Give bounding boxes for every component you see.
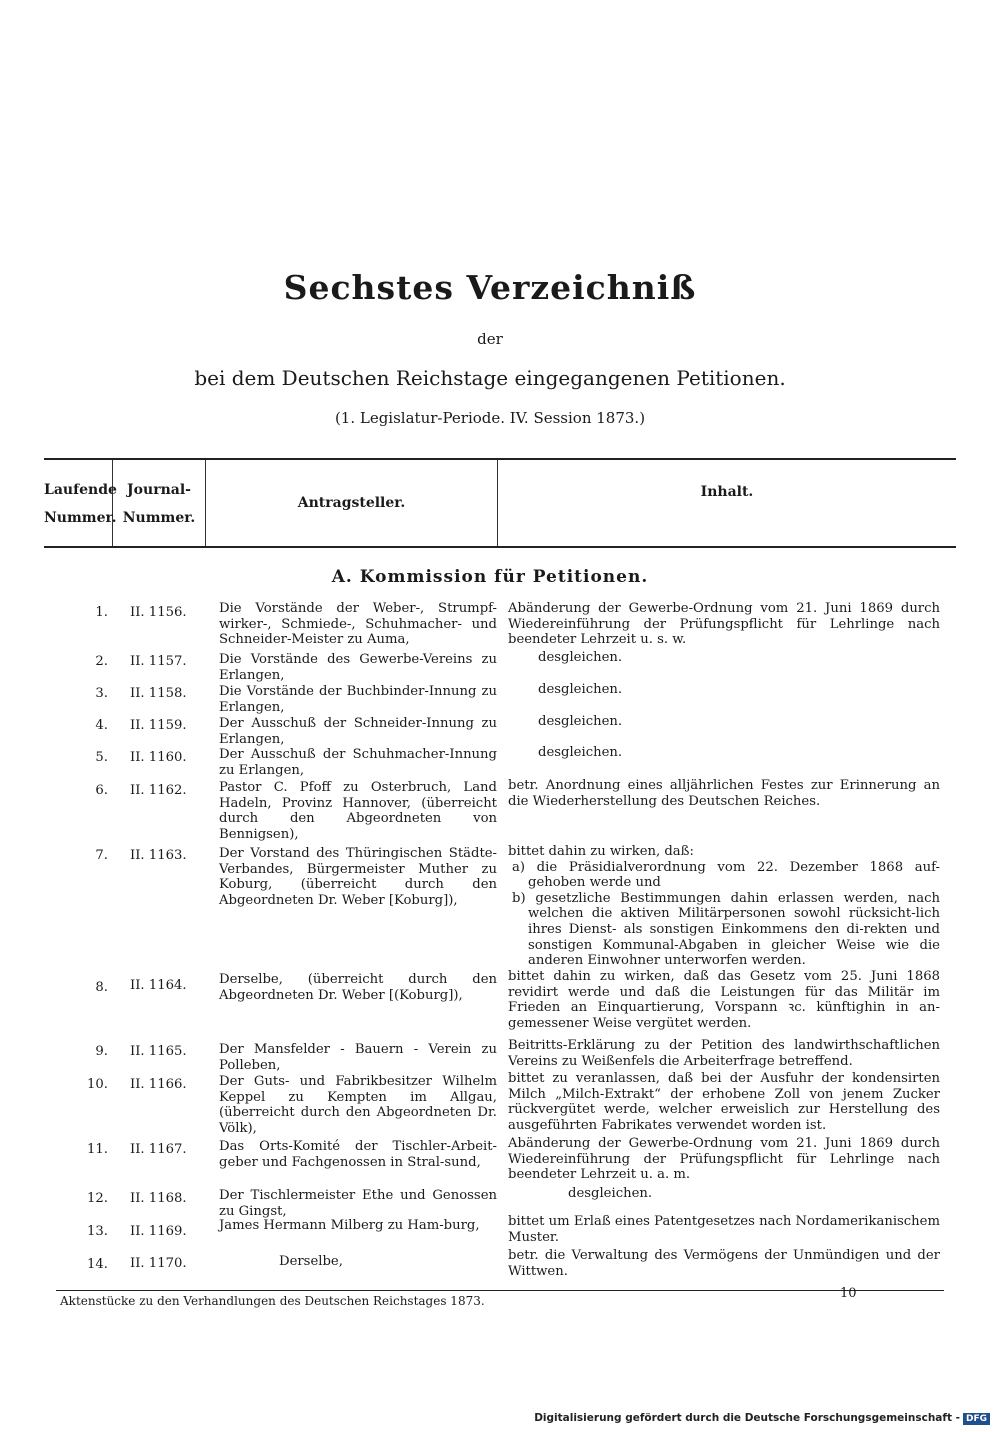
row-inhalt-item-a: a) die Präsidialverordnung vom 22. Dezember 1868 auf-gehoben werde und — [512, 859, 940, 891]
row-journal: II. 1169. — [130, 1224, 187, 1239]
subtitle-session: (1. Legislatur-Periode. IV. Session 1873.) — [334, 409, 646, 427]
row-number: 14. — [87, 1257, 108, 1272]
page-title: Sechstes Verzeichniß — [283, 268, 697, 307]
credit-text: Digitalisierung gefördert durch die Deutsche Forschungsgemeinschaft - — [534, 1412, 960, 1424]
table-bottom-rule — [56, 1290, 944, 1291]
row-journal: II. 1162. — [130, 783, 187, 798]
row-inhalt-intro: bittet dahin zu wirken, daß: — [508, 844, 694, 859]
row-number: 11. — [87, 1142, 108, 1157]
row-inhalt: bittet dahin zu wirken, daß das Gesetz vom 25. Juni 1868 revidirt werde und daß die Leistungen für das Militär im Frieden an Einquartierung, Vorspann ꝛc. künftighin in an-gemessener Weise vergütet werden. — [508, 969, 940, 1031]
row-antragsteller: Der Vorstand des Thüringischen Städte-Verbandes, Bürgermeister Muther zu Koburg, (überreicht durch den Abgeordneten Dr. Weber [Koburg]), — [219, 846, 497, 908]
row-antragsteller: Derselbe, (überreicht durch den Abgeordneten Dr. Weber [(Koburg]), — [219, 972, 497, 1003]
row-antragsteller: Der Tischlermeister Ethe und Genossen zu Gingst, — [219, 1188, 497, 1219]
row-antragsteller: Der Mansfelder - Bauern - Verein zu Polleben, — [219, 1042, 497, 1073]
row-antragsteller: Der Guts- und Fabrikbesitzer Wilhelm Keppel zu Kempten im Allgau, (überreicht durch den Abgeordneten Dr. Völk), — [219, 1074, 497, 1136]
section-title: A. Kommission für Petitionen. — [331, 567, 649, 587]
row-inhalt-item-b: b) gesetzliche Bestimmungen dahin erlassen werden, nach welchen die aktiven Militärpersonen sowohl rücksicht-lich ihres Dienst- als sonstigen Einkommens den di-rekten und sonstigen Kommunal-Abgaben in gleicher Weise wie die anderen Einwohner unterworfen werden. — [512, 890, 940, 969]
row-inhalt: Beitritts-Erklärung zu der Petition des landwirthschaftlichen Vereins zu Weißenfels die Arbeiterfrage betreffend. — [508, 1038, 940, 1069]
row-inhalt: betr. Anordnung eines alljährlichen Festes zur Erinnerung an die Wiederherstellung des Deutschen Reiches. — [508, 778, 940, 809]
row-antragsteller: Derselbe, — [279, 1254, 343, 1269]
row-journal: II. 1160. — [130, 750, 187, 765]
footer-source: Aktenstücke zu den Verhandlungen des Deutschen Reichstages 1873. — [60, 1294, 485, 1308]
digitization-credit — [534, 1412, 990, 1425]
row-inhalt: betr. die Verwaltung des Vermögens der Unmündigen und der Wittwen. — [508, 1248, 940, 1279]
row-antragsteller: Die Vorstände der Weber-, Strumpf-wirker-, Schmiede-, Schuhmacher- und Schneider-Meister zu Auma, — [219, 601, 497, 648]
row-journal: II. 1166. — [130, 1077, 187, 1092]
header-antragsteller: Antragsteller. — [297, 495, 406, 511]
row-journal: II. 1159. — [130, 718, 187, 733]
row-inhalt: Abänderung der Gewerbe-Ordnung vom 21. Juni 1869 durch Wiedereinführung der Prüfungspflicht für Lehrlinge nach beendeter Lehrzeit u. a. m. — [508, 1136, 940, 1183]
row-inhalt: Abänderung der Gewerbe-Ordnung vom 21. Juni 1869 durch Wiedereinführung der Prüfungspflicht für Lehrlinge nach beendeter Lehrzeit u. s. w. — [508, 601, 940, 648]
row-number: 9. — [95, 1044, 108, 1059]
row-journal: II. 1170. — [130, 1256, 187, 1271]
row-antragsteller: Pastor C. Pfoff zu Osterbruch, Land Hadeln, Provinz Hannover, (überreicht durch den Abgeordneten von Bennigsen), — [219, 780, 497, 842]
header-inhalt: Inhalt. — [700, 484, 754, 500]
row-inhalt: desgleichen. — [538, 714, 623, 729]
row-inhalt: desgleichen. — [568, 1186, 653, 1201]
row-antragsteller: Das Orts-Komité der Tischler-Arbeit-geber und Fachgenossen in Stral-sund, — [219, 1139, 497, 1170]
row-number: 12. — [87, 1191, 108, 1206]
row-journal: II. 1163. — [130, 848, 187, 863]
row-antragsteller: Die Vorstände des Gewerbe-Vereins zu Erlangen, — [219, 652, 497, 683]
header-journal-line1: Journal- — [127, 482, 191, 498]
row-number: 10. — [87, 1077, 108, 1092]
row-number: 2. — [95, 654, 108, 669]
subtitle-main: bei dem Deutschen Reichstage eingegangenen Petitionen. — [194, 366, 786, 390]
row-inhalt: desgleichen. — [538, 682, 623, 697]
row-number: 4. — [95, 718, 108, 733]
row-number: 7. — [95, 848, 108, 863]
row-number: 1. — [95, 605, 108, 620]
row-antragsteller: Der Ausschuß der Schneider-Innung zu Erlangen, — [219, 716, 497, 747]
row-journal: II. 1156. — [130, 605, 187, 620]
row-journal: II. 1168. — [130, 1191, 187, 1206]
row-inhalt: bittet um Erlaß eines Patentgesetzes nach Nordamerikanischem Muster. — [508, 1214, 940, 1245]
header-laufende-line1: Laufende — [44, 482, 117, 498]
row-number: 3. — [95, 686, 108, 701]
row-journal: II. 1167. — [130, 1142, 187, 1157]
row-inhalt: desgleichen. — [538, 650, 623, 665]
row-number: 8. — [95, 980, 108, 995]
page-number: 10 — [840, 1286, 857, 1301]
row-inhalt: desgleichen. — [538, 745, 623, 760]
row-antragsteller: Der Ausschuß der Schuhmacher-Innung zu Erlangen, — [219, 747, 497, 778]
row-antragsteller: James Hermann Milberg zu Ham-burg, — [219, 1218, 480, 1233]
row-number: 5. — [95, 750, 108, 765]
header-laufende-line2: Nummer. — [44, 510, 117, 526]
row-journal: II. 1157. — [130, 654, 187, 669]
row-inhalt — [508, 844, 940, 969]
row-number: 6. — [95, 783, 108, 798]
subtitle-der: der — [477, 330, 503, 348]
row-journal: II. 1158. — [130, 686, 187, 701]
row-journal: II. 1165. — [130, 1044, 187, 1059]
row-journal: II. 1164. — [130, 978, 187, 993]
row-number: 13. — [87, 1224, 108, 1239]
dfg-logo: DFG — [963, 1413, 990, 1425]
header-journal-line2: Nummer. — [122, 510, 196, 526]
row-inhalt: bittet zu veranlassen, daß bei der Ausfuhr der kondensirten Milch „Milch-Extrakt“ der erhobene Zoll von jenem Zucker rückvergütet werde, welcher erweislich zur Herstellung des ausgeführten Fabrikates verwendet worden ist. — [508, 1071, 940, 1133]
row-antragsteller: Die Vorstände der Buchbinder-Innung zu Erlangen, — [219, 684, 497, 715]
